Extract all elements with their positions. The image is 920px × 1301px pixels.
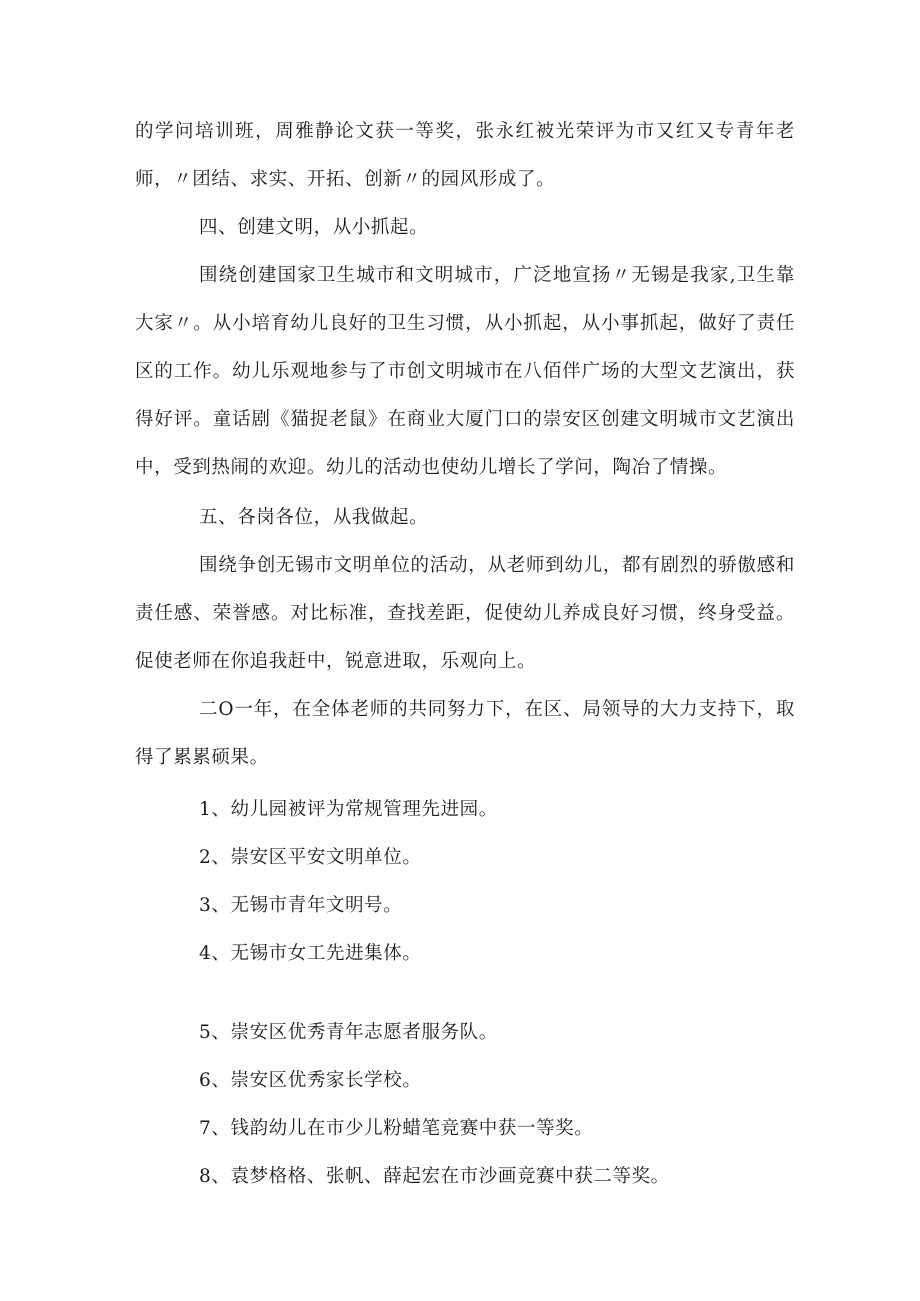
paragraph-achievements-intro: 二O一年，在全体老师的共同努力下，在区、局领导的大力支持下，取得了累累硕果。: [135, 699, 795, 768]
paragraph-continuation: 的学问培训班，周雅静论文获一等奖，张永红被光荣评为市又红又专青年老师，〃团结、求实、开拓、创新〃的园风形成了。: [135, 121, 795, 190]
achievement-item: 5、崇安区优秀青年志愿者服务队。: [199, 1022, 498, 1043]
achievement-item: 3、无锡市青年文明号。: [199, 895, 403, 916]
achievement-item: 6、崇安区优秀家长学校。: [199, 1070, 422, 1091]
paragraph-civilized-unit: 围绕争创无锡市文明单位的活动，从老师到幼儿，都有剧烈的骄傲感和责任感、荣誉感。对比标准，查找差距，促使幼儿养成良好习惯，终身受益。促使老师在你追我赶中，锐意进取，乐观向上。: [135, 555, 795, 672]
achievement-item: 1、幼儿园被评为常规管理先进园。: [199, 799, 498, 820]
achievement-item: 2、崇安区平安文明单位。: [199, 847, 422, 868]
achievement-item: 7、钱韵幼儿在市少儿粉蜡笔竞赛中获一等奖。: [199, 1118, 594, 1139]
paragraph-civilization: 围绕创建国家卫生城市和文明城市，广泛地宣扬〃无锡是我家,卫生靠大家〃。从小培育幼儿良好的卫生习惯，从小抓起，从小事抓起，做好了责任区的工作。幼儿乐观地参与了市创文明城市在八佰伴广场的大型文艺演出，获得好评。童话剧《猫捉老鼠》在商业大厦门口的崇安区创建文明城市文艺演出中，受到热闹的欢迎。幼儿的活动也使幼儿增长了学问，陶冶了情操。: [135, 265, 795, 478]
achievement-item: 8、袁梦格格、张帆、薛起宏在市沙画竞赛中获二等奖。: [199, 1166, 670, 1187]
achievement-item: 4、无锡市女工先进集体。: [199, 943, 422, 964]
section-heading-5: 五、各岗各位，从我做起。: [199, 507, 429, 528]
section-heading-4: 四、创建文明，从小抓起。: [199, 217, 429, 238]
